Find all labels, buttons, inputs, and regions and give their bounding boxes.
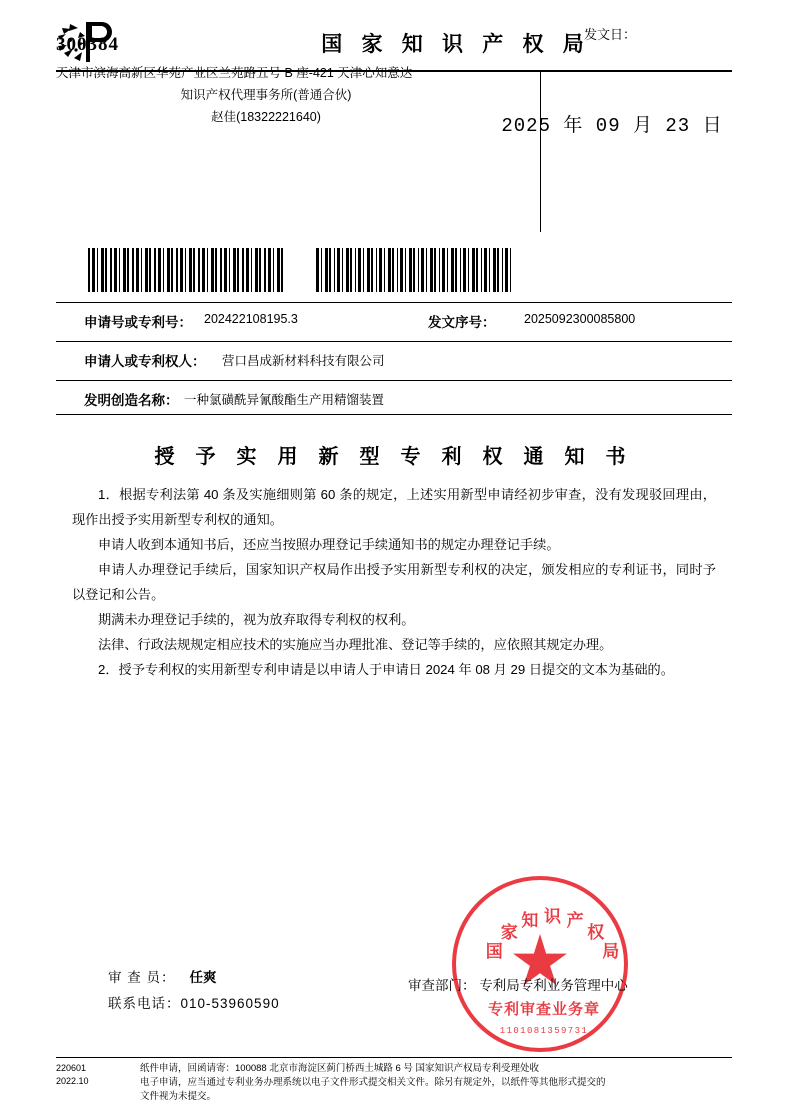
- document-body: [72, 482, 716, 682]
- document-serial-label: 发文序号：: [428, 315, 496, 330]
- body-paragraph-4: 期满未办理登记手续的，视为放弃取得专利权的权利。: [98, 612, 415, 627]
- seal-bottom-text: 专利审查业务章: [487, 1002, 600, 1018]
- body-paragraph-5: 法律、行政法规规定相应技术的实施应当办理批准、登记等手续的，应依照其规定办理。: [98, 637, 613, 652]
- department-line: 审查部门： 专利局专利业务管理中心: [408, 978, 628, 993]
- address-line-3: 赵佳(18322221640): [211, 110, 321, 124]
- examiner-label: 审 查 员：: [108, 970, 176, 985]
- issue-date-label: 发文日：: [583, 27, 636, 42]
- issue-date-value: 2025 年 09 月 23 日: [501, 115, 723, 137]
- document-serial-value: 2025092300085800: [524, 312, 636, 326]
- seal-code: 1101081359731: [499, 1026, 589, 1036]
- applicant-value: 营口昌成新材料科技有限公司: [222, 354, 385, 368]
- footer-line-1: 纸件申请，回函请寄：100088 北京市海淀区蓟门桥西土城路 6 号 国家知识产权局专利受理处收: [140, 1063, 540, 1074]
- body-paragraph-3: 申请人办理登记手续后，国家知识产权局作出授予实用新型专利权的决定，颁发相应的专利证书，同时予以登记和公告。: [72, 562, 716, 602]
- address-line-2: 知识产权代理事务所(普通合伙): [180, 88, 352, 102]
- examiner-line: [108, 966, 217, 986]
- field-row-application: [56, 302, 732, 336]
- footer-divider: [56, 1057, 732, 1058]
- footer-code-1: 220601: [56, 1063, 87, 1073]
- field-row-applicant: [56, 341, 732, 375]
- body-paragraph-6: 2．授予专利权的实用新型专利申请是以申请人于申请日 2024 年 08 月 29 日提交的文本为基础的。: [98, 662, 674, 677]
- field-row-invention: [56, 380, 732, 414]
- recipient-address: [56, 62, 476, 128]
- footer-form-codes: [56, 1062, 116, 1088]
- applicant-label: 申请人或专利权人：: [84, 354, 206, 369]
- address-line-1: 天津市滨海高新区华苑产业区兰苑路五号 B 座-421 天津心知意达: [56, 66, 413, 80]
- page-title: 授 予 实 用 新 型 专 利 权 通 知 书: [154, 446, 634, 468]
- application-number-label: 申请号或专利号：: [84, 315, 192, 330]
- row-divider: [56, 341, 732, 342]
- phone-label: 联系电话：: [108, 996, 181, 1011]
- barcode-area: [56, 240, 732, 298]
- body-paragraph-1: 1．根据专利法第 40 条及实施细则第 60 条的规定，上述实用新型申请经初步审查，没有发现驳回理由，现作出授予实用新型专利权的通知。: [72, 487, 716, 527]
- document-serial-barcode: [316, 248, 512, 292]
- signature-area: [56, 966, 732, 1026]
- phone-value: 010-53960590: [180, 996, 280, 1011]
- invention-label: 发明创造名称：: [84, 393, 179, 408]
- row-divider: [56, 302, 732, 303]
- row-divider: [56, 380, 732, 381]
- footer-line-2: 电子申请，应当通过专利业务办理系统以电子文件形式提交相关文件。除另有规定外，以纸件等其他形式提交的: [140, 1077, 606, 1088]
- body-paragraph-2: 申请人收到本通知书后，还应当按照办理登记手续通知书的规定办理登记手续。: [98, 537, 560, 552]
- examiner-name: 任爽: [189, 970, 217, 985]
- seal-top-text: 国 家 知 识 产 权 局: [485, 907, 620, 962]
- fields-bottom-divider: [56, 414, 732, 415]
- footer-code-2: 2022.10: [56, 1076, 89, 1086]
- address-vertical-divider: [540, 72, 541, 232]
- org-title: 国 家 知 识 产 权 局: [321, 32, 591, 56]
- postal-code: 300384: [56, 34, 119, 55]
- application-number-barcode: [88, 248, 284, 292]
- footer-notes: [140, 1062, 720, 1104]
- phone-line: [108, 992, 280, 1012]
- invention-value: 一种氯磺酰异氰酸酯生产用精馏装置: [184, 393, 385, 407]
- application-number-value: 202422108195.3: [204, 312, 298, 326]
- footer-line-3: 文件视为未提交。: [140, 1091, 217, 1102]
